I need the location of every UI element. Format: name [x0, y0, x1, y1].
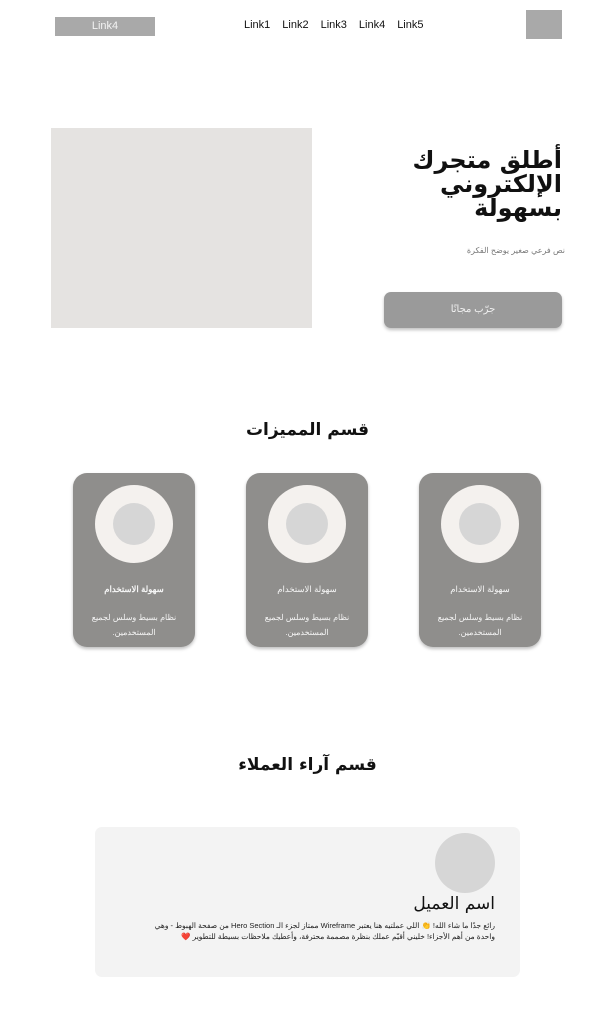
logo-placeholder[interactable]: Link4 — [55, 17, 155, 36]
hero-title: أطلق متجرك الإلكتروني بسهولة — [412, 146, 562, 222]
try-free-button[interactable]: جرّب مجانًا — [384, 292, 562, 328]
features-section-title: قسم المميزات — [245, 420, 370, 440]
nav-link-3[interactable]: Link3 — [320, 19, 347, 31]
feature-icon — [113, 503, 155, 545]
header-action-placeholder[interactable] — [526, 10, 562, 39]
customer-name: اسم العميل — [413, 894, 495, 914]
nav-link-2[interactable]: Link2 — [282, 19, 309, 31]
feature-card — [246, 473, 368, 647]
feature-title: سهولة الاستخدام — [104, 584, 164, 594]
feature-card — [419, 473, 541, 647]
main-nav — [244, 19, 423, 31]
hero-image-placeholder — [51, 128, 312, 328]
feature-description: نظام بسيط وسلس لجميع المستخدمين. — [437, 613, 523, 637]
nav-link-4[interactable]: Link4 — [358, 19, 386, 31]
hero-subtitle: نص فرعي صغير يوضح الفكرة — [466, 246, 565, 255]
reviews-section-title: قسم آراء العملاء — [238, 755, 377, 775]
feature-description: نظام بسيط وسلس لجميع المستخدمين. — [264, 613, 350, 637]
feature-title: سهولة الاستخدام — [277, 584, 337, 594]
feature-card — [73, 473, 195, 647]
customer-avatar — [435, 833, 495, 893]
feature-description: نظام بسيط وسلس لجميع المستخدمين. — [91, 613, 177, 637]
feature-icon — [286, 503, 328, 545]
feature-icon — [459, 503, 501, 545]
nav-link-1[interactable]: Link1 — [244, 19, 271, 31]
nav-link-5[interactable]: Link5 — [397, 19, 424, 31]
feature-title: سهولة الاستخدام — [450, 584, 510, 594]
review-text: رائع جدًا ما شاء الله! 👏 اللي عملتيه هنا يعتبر Wireframe ممتاز لجزء الـ Hero Section من صفحة الهبوط - وهي واحدة من أهم الأجزاء! خليني أقيّم عملك بنظرة مصممة محترفة، وأعطيك ملاحظات بسيطة للتطوير ❤️ — [154, 921, 495, 941]
